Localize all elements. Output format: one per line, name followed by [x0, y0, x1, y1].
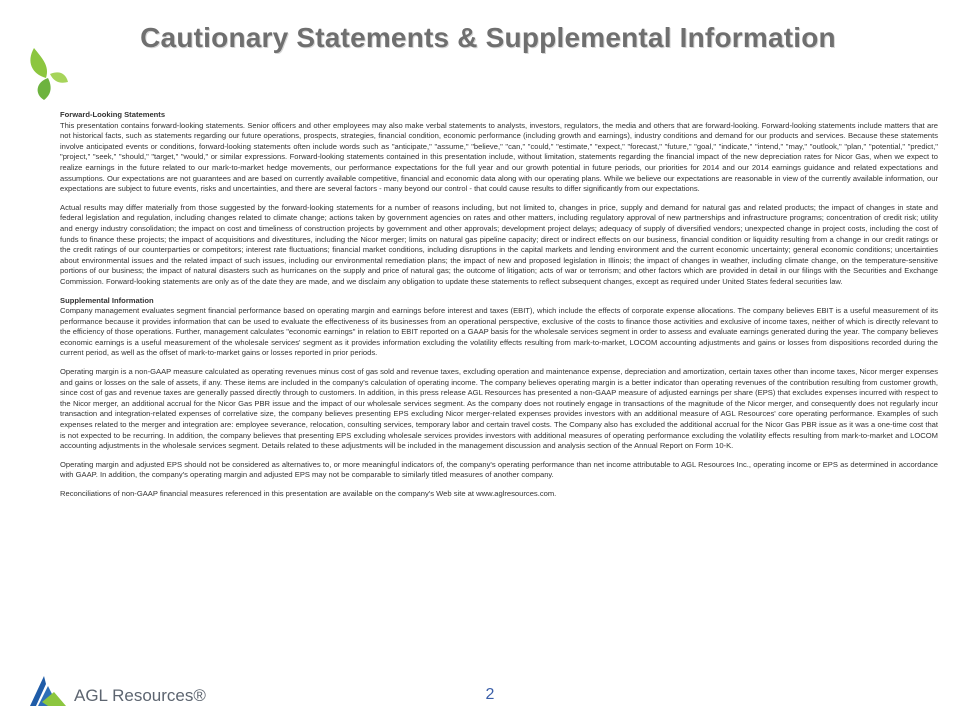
- footer-brand: [28, 672, 228, 712]
- supplemental-heading: Supplemental Information: [60, 295, 154, 305]
- supplemental-paragraph-4: Reconciliations of non-GAAP financial measures referenced in this presentation are available on the company's Web site at www.aglresources.com.: [60, 489, 557, 498]
- forward-looking-text-1: This presentation contains forward-looking statements. Senior officers and other employees may also make verbal statements to analysts, investors, regulators, the media and others that are forward-looking. Forward-looking statements include matters that are not historical facts, such as statements regarding our future operations, prospects, strategies, financial condition, economic performance (including growth and earnings), industry conditions and demand for our products and services. Because these statements involve anticipated events or conditions, forward-looking statements often include words such as "anticipate," "assume," "believe," "can," "could," "estimate," "expect," "forecast," "future," "goal," "indicate," "intend," "may," "outlook," "plan," "potential," "predict," "project," "seek," "should," "target," "would," or similar expressions. Forward-looking statements contained in this presentation include, without limitation, statements regarding the financial impact of the new depreciation rates for Nicor Gas, when we expect to realize earnings in the future related to our mark-to-market hedge movements, our performance expectations for the full year and our growth potential in future periods, our priorities for 2014 and our 2014 earnings guidance and related expectations and assumptions. Our expectations are not guarantees and are based on currently available competitive, financial and economic data along with our operating plans. While we believe our expectations are reasonable in view of the currently available information, our expectations are subject to future events, risks and uncertainties, and there are several factors - many beyond our control - that could cause results to differ significantly from our expectations.: [60, 120, 938, 194]
- supplemental-paragraph-2: Operating margin is a non-GAAP measure calculated as operating revenues minus cost of gas sold and revenue taxes, excluding operation and maintenance expense, depreciation and amortization, certain taxes other than income taxes, Nicor merger expenses and gains or losses on the sale of assets, if any. These items are included in the company's calculation of operating income. The company believes operating margin is a better indicator than operating revenues of the contribution resulting from customer growth, since cost of gas and revenue taxes are generally passed directly through to customers. In addition, in this press release AGL Resources has presented a non-GAAP measure of adjusted earnings per share (EPS) that excludes expenses incurred with respect to the Nicor merger, an additional accrual for the Nicor Gas PBR issue and the impact of our wholesale services segment. As the company does not routinely engage in transactions of the magnitude of the Nicor merger, and consequently does not regularly incur transaction and integration-related expenses of correlative size, the company believes presenting EPS excluding Nicor merger-related expenses provides investors with an additional measure of AGL Resources' core operating performance. Examples of such expenses related to the merger and integration are: employee severance, relocation, consulting services, temporary labor and certain travel costs. The Company also has excluded the additional accrual for the Nicor Gas PBR issue as it was a one-time cost that is not expected to be recurring. In addition, the company believes that presenting EPS excluding wholesale services provides investors with additional measures of operating performance excluding the volatility effects resulting from mark-to-market and LOCOM accounting adjustments in the wholesale services segment. Details related to these adjustments will be included in the management discussion and analysis section of the Annual Report on Form 10-K.: [60, 367, 938, 451]
- page-number: 2: [485, 686, 495, 703]
- leaf-logo-icon: [24, 44, 68, 104]
- brand-name: AGL Resources®: [74, 686, 206, 705]
- forward-looking-paragraph-2: Actual results may differ materially from those suggested by the forward-looking statements for a number of reasons including, but not limited to, changes in price, supply and demand for natural gas and related products; the impact of changes in state and federal legislation and regulation, including changes related to climate change; actions taken by government agencies on rates and other matters, including regulatory approval of new partnerships and infrastructure programs; concentration of credit risk; utility and energy industry consolidation; the impact on cost and timeliness of construction projects by government and other approvals; development project delays; adequacy of supply of diversified vendors; unexpected change in project costs, including the cost of funds to finance these projects; the impact of acquisitions and divestitures, including the Nicor merger; limits on natural gas pipeline capacity; direct or indirect effects on our business, financial condition or liquidity resulting from a change in our credit ratings or the credit ratings of our counterparties or competitors; interest rate fluctuations; financial market conditions, including disruptions in the capital markets and lending environment and the current economic uncertainty; general economic conditions; uncertainties about environmental issues and the related impact of such issues, including our environmental remediation plans; the impact of new and proposed legislation in Illinois; the impact of changes in weather, including climate change, on the temperature-sensitive portions of our business; the impact of natural disasters such as hurricanes on the supply and price of natural gas; the outcome of litigation; acts of war or terrorism; and other factors which are provided in detail in our filings with the Securities and Exchange Commission. Forward-looking statements are only as of the date they are made, and we disclaim any obligation to update these statements to reflect subsequent changes, except as required under United States federal securities law.: [60, 202, 938, 286]
- supplemental-paragraph-3: Operating margin and adjusted EPS should not be considered as alternatives to, or more meaningful indicators of, the company's operating performance than net income attributable to AGL Resources Inc., operating income or EPS as determined in accordance with GAAP. In addition, the company's operating margin and adjusted EPS may not be comparable to similarly titled measures of another company.: [60, 459, 938, 480]
- forward-looking-paragraph-1: [60, 110, 938, 195]
- body-text: [60, 110, 938, 508]
- forward-looking-heading: Forward-Looking Statements: [60, 110, 166, 119]
- page-title: Cautionary Statements & Supplemental Information: [140, 22, 836, 53]
- supplemental-text-1: Company management evaluates segment financial performance based on operating margin and earnings before interest and taxes (EBIT), which include the effects of corporate expense allocations. The company believes EBIT is a useful measurement of its performance because it provides information that can be used to evaluate the effectiveness of its businesses from an operational perspective, exclusive of the costs to finance those activities and exclusive of income taxes, neither of which is directly relevant to the efficiency of those operations. Further, management calculates "economic earnings" in relation to EBIT reported on a GAAP basis for the wholesale services segment in order to assess and evaluate earnings generated during the year. The company believes economic earnings is a useful measurement of the wholesale services' segment as it provides information excluding the volatility effects resulting from mark-to-market, LOCOM accounting adjustments and gains or losses from dispositions recorded during the current period, as well as the offset of mark-to-market gains or losses reported in prior periods.: [60, 306, 938, 358]
- supplemental-paragraph-1: [60, 296, 938, 360]
- agl-resources-logo-icon: [28, 672, 68, 710]
